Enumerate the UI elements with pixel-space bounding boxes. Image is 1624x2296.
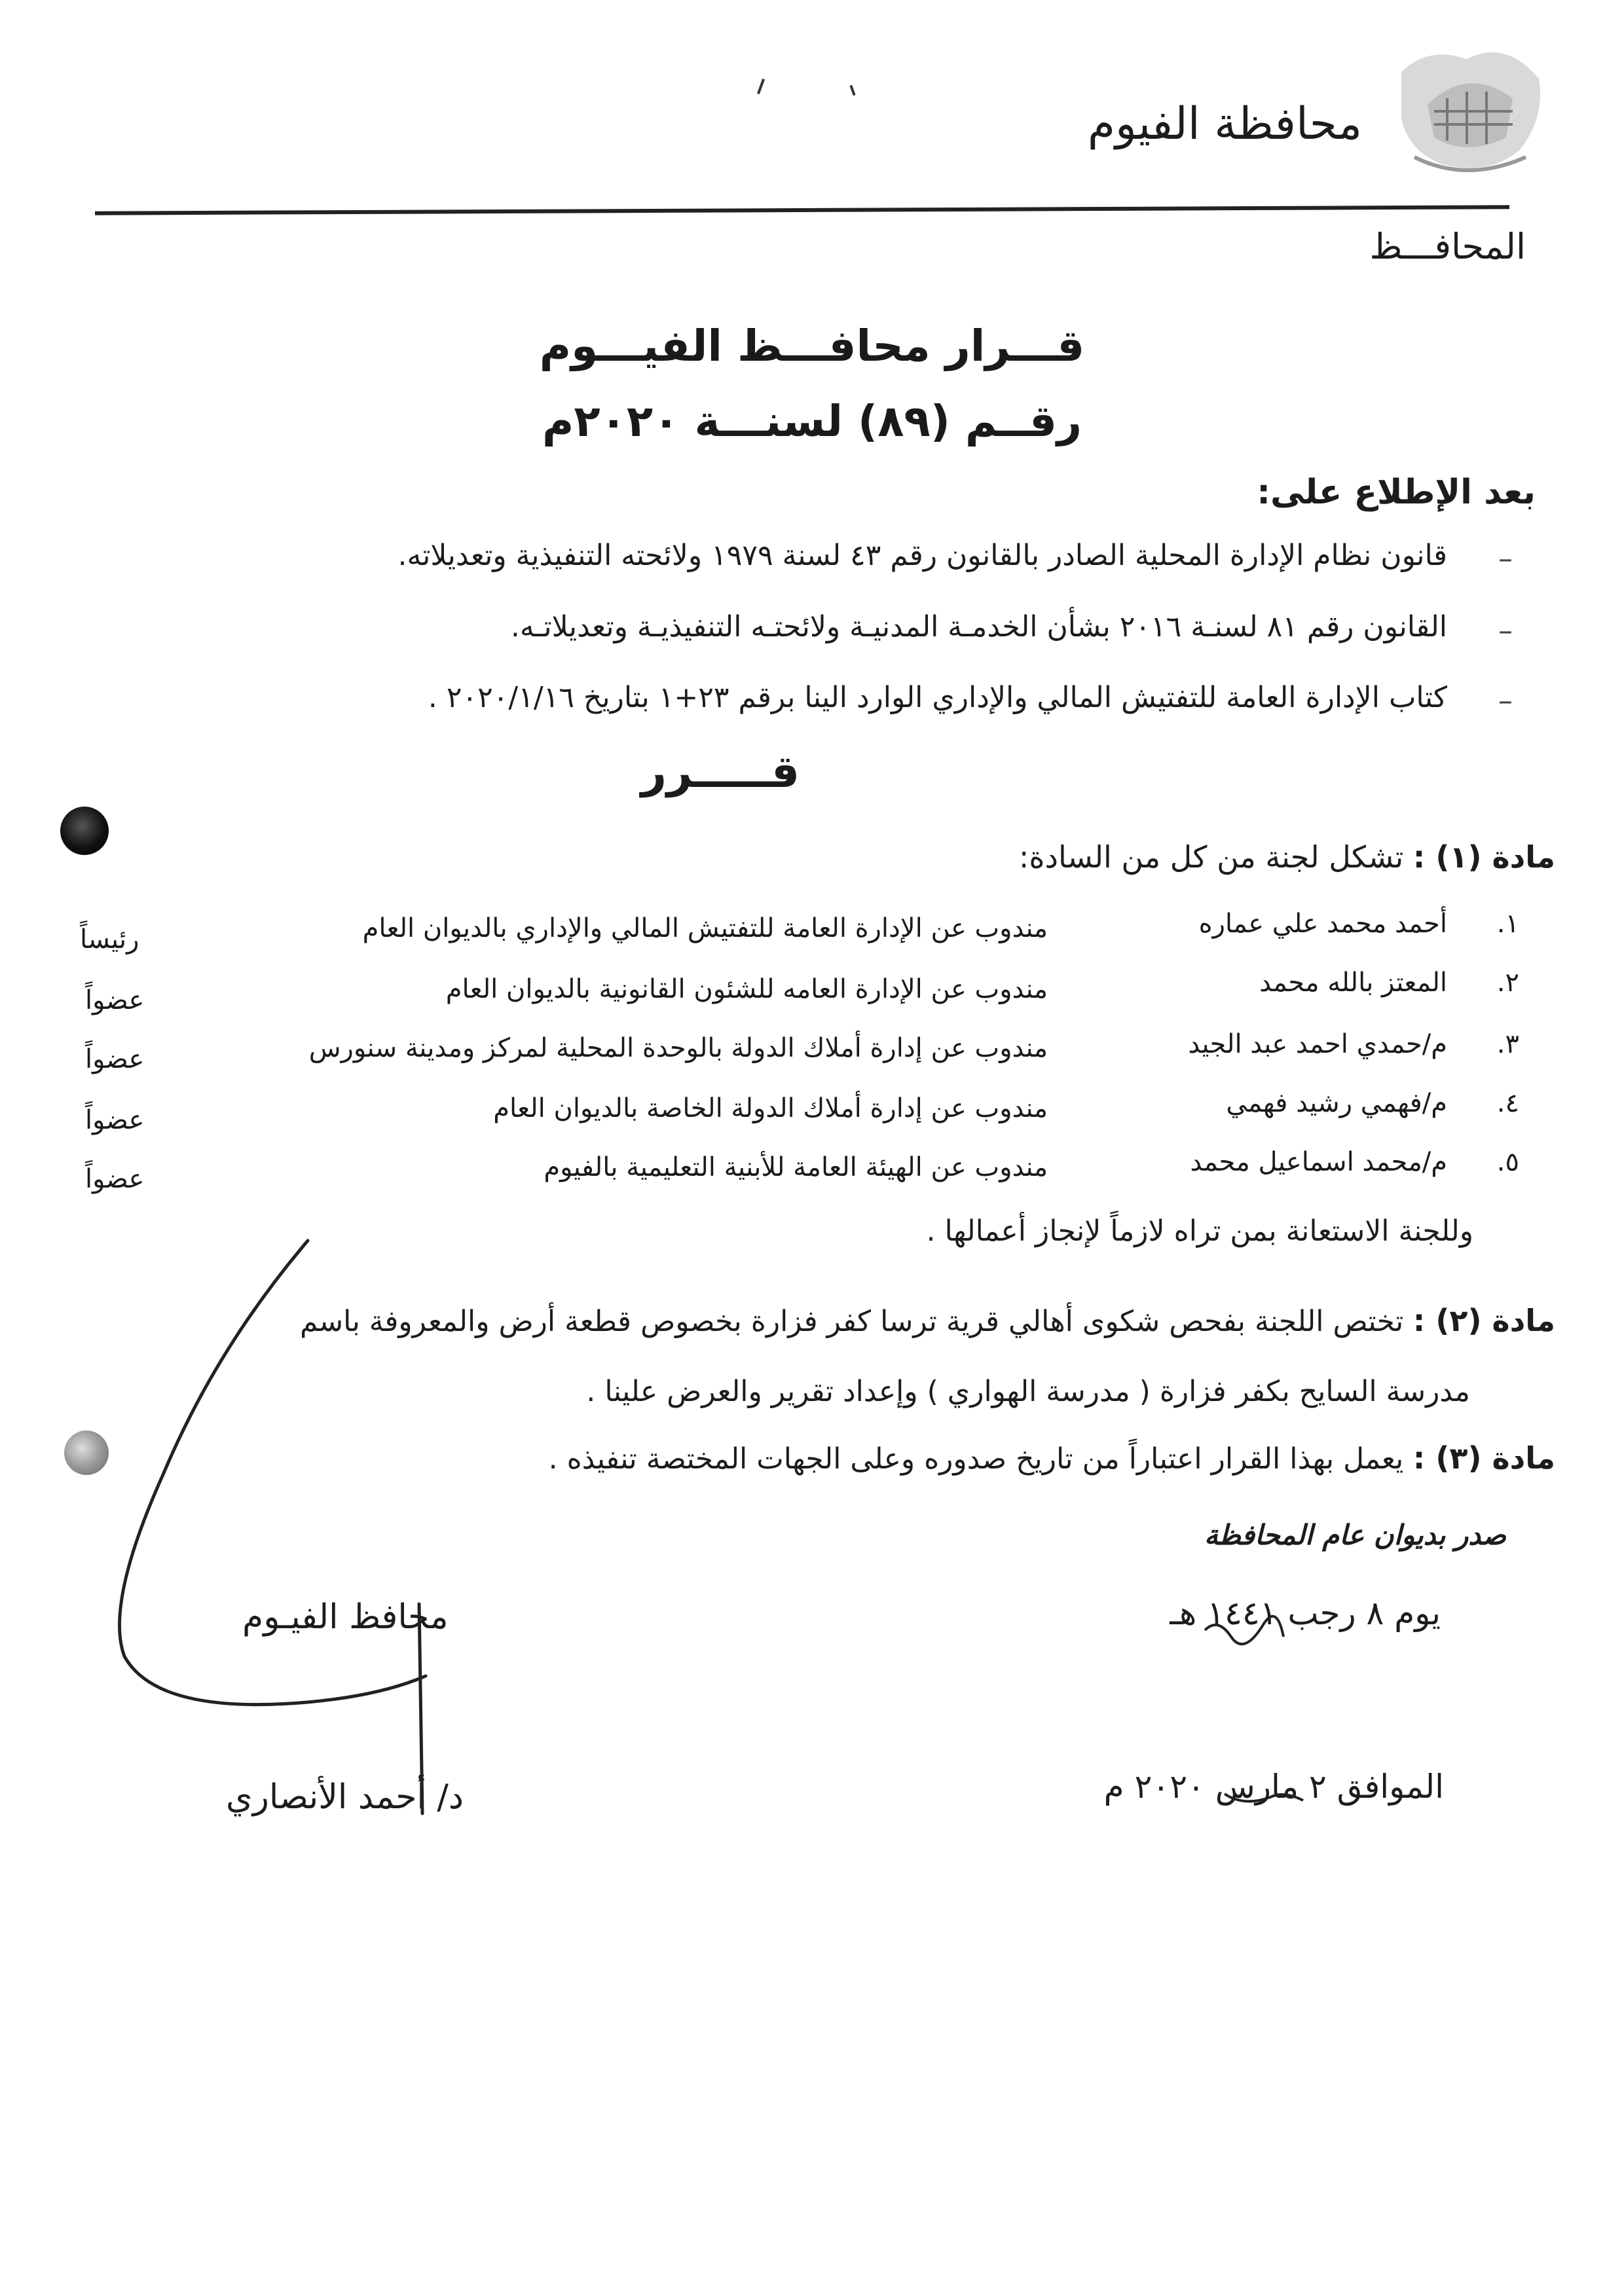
- member-number: ٥.: [1496, 1147, 1519, 1177]
- article-1-note: وللجنة الاستعانة بمن تراه لازماً لإنجاز أعمالها .: [926, 1214, 1473, 1248]
- member-number: ٣.: [1496, 1029, 1519, 1059]
- member-role: مندوب عن الإدارة العامة للتفتيش المالي والإداري بالديوان العام: [362, 913, 1048, 943]
- member-name: م/فهمي رشيد فهمي: [1226, 1088, 1447, 1118]
- bullet-dash: –: [1498, 614, 1513, 647]
- article-2-continuation: مدرسة السايح بكفر فزارة ( مدرسة الهواري ) وإعداد تقرير والعرض علينا .: [586, 1375, 1470, 1408]
- member-name: أحمد محمد علي عماره: [1198, 909, 1447, 939]
- member-number: ١.: [1496, 909, 1519, 939]
- member-role: مندوب عن الإدارة العامه للشئون القانونية بالديوان العام: [445, 974, 1048, 1004]
- preamble-heading: بعد الإطلاع على:: [1257, 473, 1536, 512]
- punch-hole: [60, 807, 109, 855]
- article-label: مادة (١) :: [1412, 839, 1555, 875]
- member-role: مندوب عن إدارة أملاك الدولة بالوحدة المحلية لمركز ومدينة سنورس: [308, 1033, 1048, 1063]
- governorate-logo: [1388, 26, 1552, 183]
- article-2-heading: [300, 1303, 1555, 1338]
- bullet-dash: –: [1498, 542, 1513, 575]
- member-status: عضواً: [85, 1164, 145, 1194]
- member-status: عضواً: [85, 1105, 145, 1135]
- gregorian-date: الموافق ٢ مارس ٢٠٢٠ م: [1103, 1768, 1444, 1806]
- decree-title: قـــرار محافـــظ الفيـــوم: [539, 321, 1085, 371]
- member-status: عضواً: [85, 1044, 145, 1074]
- member-role: مندوب عن إدارة أملاك الدولة الخاصة بالديوان العام: [493, 1093, 1048, 1123]
- member-name: م/حمدي احمد عبد الجيد: [1188, 1029, 1447, 1059]
- signatory-title: محافظ الفيـوم: [242, 1597, 449, 1637]
- scan-mark: [757, 79, 765, 94]
- member-number: ٢.: [1496, 968, 1519, 998]
- member-name: م/محمد اسماعيل محمد: [1190, 1147, 1447, 1177]
- member-name: المعتز بالله محمد: [1259, 968, 1447, 998]
- scan-mark: [849, 85, 855, 96]
- article-label: مادة (٢) :: [1412, 1303, 1555, 1338]
- governorate-name: محافظة الفيوم: [1087, 98, 1362, 150]
- reference-item: قانون نظام الإدارة المحلية الصادر بالقانون رقم ٤٣ لسنة ١٩٧٩ ولائحته التنفيذية وتعديلاته.: [397, 539, 1447, 572]
- article-text: يعمل بهذا القرار اعتباراً من تاريخ صدوره وعلى الجهات المختصة تنفيذه .: [548, 1442, 1404, 1476]
- member-status: رئيساً: [80, 924, 139, 955]
- article-label: مادة (٣) :: [1412, 1440, 1555, 1476]
- punch-hole: [64, 1430, 109, 1475]
- article-text: تشكل لجنة من كل من السادة:: [1018, 839, 1404, 875]
- reference-item: القانون رقم ٨١ لسنـة ٢٠١٦ بشأن الخدمـة المدنيـة ولائحتـه التنفيذيـة وتعديلاتـه.: [510, 610, 1447, 644]
- member-role: مندوب عن الهيئة العامة للأبنية التعليمية بالفيوم: [544, 1152, 1048, 1182]
- member-number: ٤.: [1496, 1088, 1519, 1118]
- article-text: تختص اللجنة بفحص شكوى أهالي قرية ترسا كفر فزارة بخصوص قطعة أرض والمعروفة باسم: [300, 1305, 1404, 1338]
- decree-word: قـــــرر: [640, 746, 800, 798]
- hijri-date: يوم ٨ رجب ١٤٤١ هـ: [1170, 1594, 1441, 1632]
- article-1-heading: [1019, 839, 1555, 875]
- member-status: عضواً: [85, 985, 145, 1015]
- article-3-heading: [549, 1440, 1555, 1476]
- bullet-dash: –: [1498, 684, 1513, 718]
- reference-item: كتاب الإدارة العامة للتفتيش المالي والإداري الوارد الينا برقم ٢٣+١ بتاريخ ٢٠٢٠/١/١٦ .: [428, 681, 1447, 714]
- office-label: المحافـــظ: [1369, 226, 1526, 267]
- signatory-name: د/ أحمد الأنصاري: [226, 1777, 464, 1817]
- issued-at: صدر بديوان عام المحافظة: [1204, 1519, 1506, 1551]
- header-rule: [95, 205, 1509, 215]
- decree-number: رقــم (٨٩) لسنـــة ٢٠٢٠م: [542, 396, 1082, 446]
